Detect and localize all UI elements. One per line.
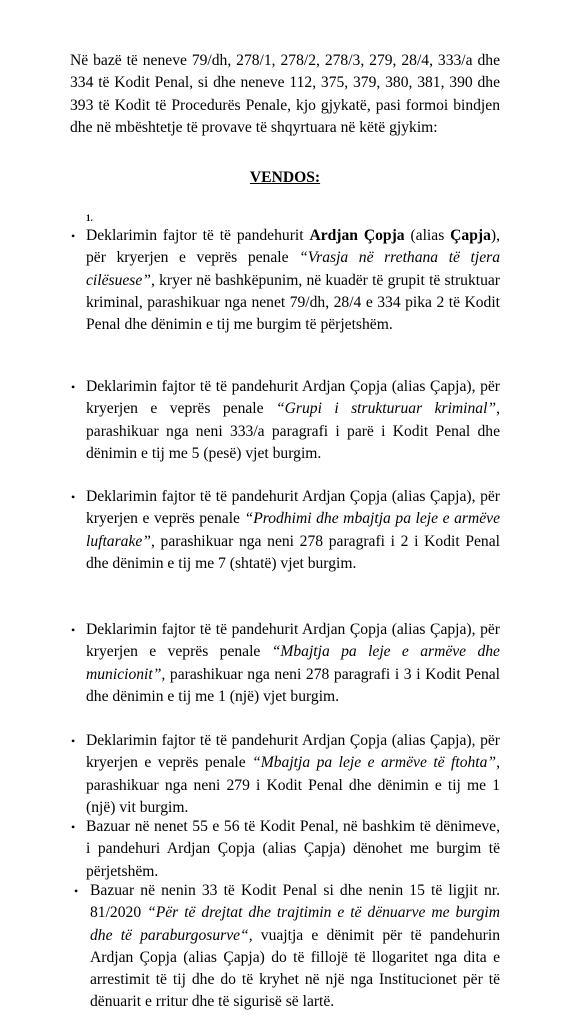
ruling-item-text — [86, 376, 500, 465]
body-text: parashikuar nga neni 279 i Kodit Penal dhe dënimin e tij me 1 (një) vit burgim. — [86, 776, 500, 816]
body-text: , parashikuar nga neni 333/a paragrafi i parë i Kodit Penal dhe dënimin e tij me 5 (pesë) vjet burgim. — [86, 400, 500, 462]
offense-title-text: “Mbajtja pa leje e armëve të ftohta”, — [252, 754, 500, 772]
body-text: Deklarimin fajtor të të pandehurit — [86, 227, 310, 244]
ruling-item — [71, 619, 500, 708]
bold-name-text: Çapja — [450, 227, 491, 244]
ruling-item-text — [86, 816, 500, 883]
ruling-item — [74, 880, 500, 1014]
body-text: , parashikuar nga neni 278 paragrafi i 2 i Kodit Penal dhe dënimin e tij me 7 (shtatë) vjet burgim. — [86, 532, 500, 572]
body-text: Bazuar në nenin 33 të Kodit Penal si dhe nenin 15 të ligjit nr. 81/2020 — [90, 882, 500, 922]
bullet-icon: • — [74, 884, 79, 898]
bullet-icon: • — [71, 380, 76, 394]
body-text: ), për kryerjen e veprës penale — [86, 227, 500, 267]
offense-title-text: “Grupi i strukturuar kriminal” — [275, 400, 497, 418]
ruling-item-text — [86, 619, 500, 708]
body-text: Deklarimin fajtor të të pandehurit Ardjan Çopja (alias Çapja), për kryerjen e veprës penale — [86, 732, 500, 772]
body-text: Deklarimin fajtor të të pandehurit Ardjan Çopja (alias Çapja), për kryerjen e veprës penale — [86, 378, 500, 418]
body-text: Deklarimin fajtor të të pandehurit Ardjan Çopja (alias Çapja), për kryerjen e veprës penale — [86, 621, 500, 661]
offense-title-text: “Prodhimi dhe mbajtja pa leje e armëve luftarake” — [86, 510, 500, 550]
bullet-icon: • — [71, 734, 76, 748]
bullet-icon: • — [71, 623, 76, 637]
body-text: Deklarimin fajtor të të pandehurit Ardjan Çopja (alias Çapja), për kryerjen e veprës penale — [86, 488, 500, 528]
offense-title-text: “Vrasja në rrethana të tjera cilësuese” — [86, 249, 500, 289]
ruling-item-text — [86, 730, 500, 819]
bullet-icon: • — [71, 820, 76, 834]
ruling-item-text — [90, 880, 500, 1014]
bullet-icon: • — [71, 490, 76, 504]
decision-heading: VENDOS: — [249, 169, 321, 186]
ruling-item-text — [86, 486, 500, 575]
ruling-item — [71, 486, 500, 575]
ruling-item — [71, 730, 500, 819]
ruling-item — [71, 225, 500, 336]
ruling-item — [71, 816, 500, 883]
intro-paragraph: Në bazë të neneve 79/dh, 278/1, 278/2, 278/3, 279, 28/4, 333/a dhe 334 të Kodit Penal, si dhe neneve 112, 375, 379, 380, 381, 390 dhe 393 të Kodit të Procedurës Penale, kjo gjykatë, pasi formoi bindjen dhe në mbështetje të provave të shqyrtuara në këtë gjykim: — [70, 52, 500, 136]
offense-title-text: “Mbajtja pa leje e armëve dhe municionit”, — [86, 643, 500, 683]
bullet-icon: • — [71, 229, 76, 243]
body-text: , kryer në bashkëpunim, në kuadër të grupit të struktuar kriminal, parashikuar nga nenet 79/dh, 28/4 e 334 pika 2 të Kodit Penal dhe dënimin e tij me burgim të përjetshëm. — [86, 271, 500, 334]
body-text: vuajtja e dënimit për të pandehurin Ardjan Çopja (alias Çapja) do të fillojë të llogaritet nga dita e arrestimit të tij dhe do të kryhet në një nga Institucionet për të dënuarit e rritur dhe të sigurisë së lartë. — [90, 926, 500, 1011]
ruling-item — [71, 376, 500, 465]
body-text: Bazuar në nenet 55 e 56 të Kodit Penal, në bashkim të dënimeve, i pandehuri Ardjan Çopja (alias Çapja) dënohet me burgim të përjetshëm. — [86, 818, 500, 880]
bold-name-text: Ardjan Çopja — [309, 227, 405, 244]
body-text: parashikuar nga neni 278 paragrafi i 3 i Kodit Penal dhe dënimin e tij me 1 (një) vjet burgim. — [86, 665, 500, 705]
section-number: 1. — [86, 213, 93, 223]
offense-title-text: “Për të drejtat dhe trajtimin e të dënuarve me burgim dhe të paraburgosurve“, — [90, 904, 500, 944]
ruling-item-text — [86, 225, 500, 336]
body-text: (alias — [404, 227, 451, 244]
